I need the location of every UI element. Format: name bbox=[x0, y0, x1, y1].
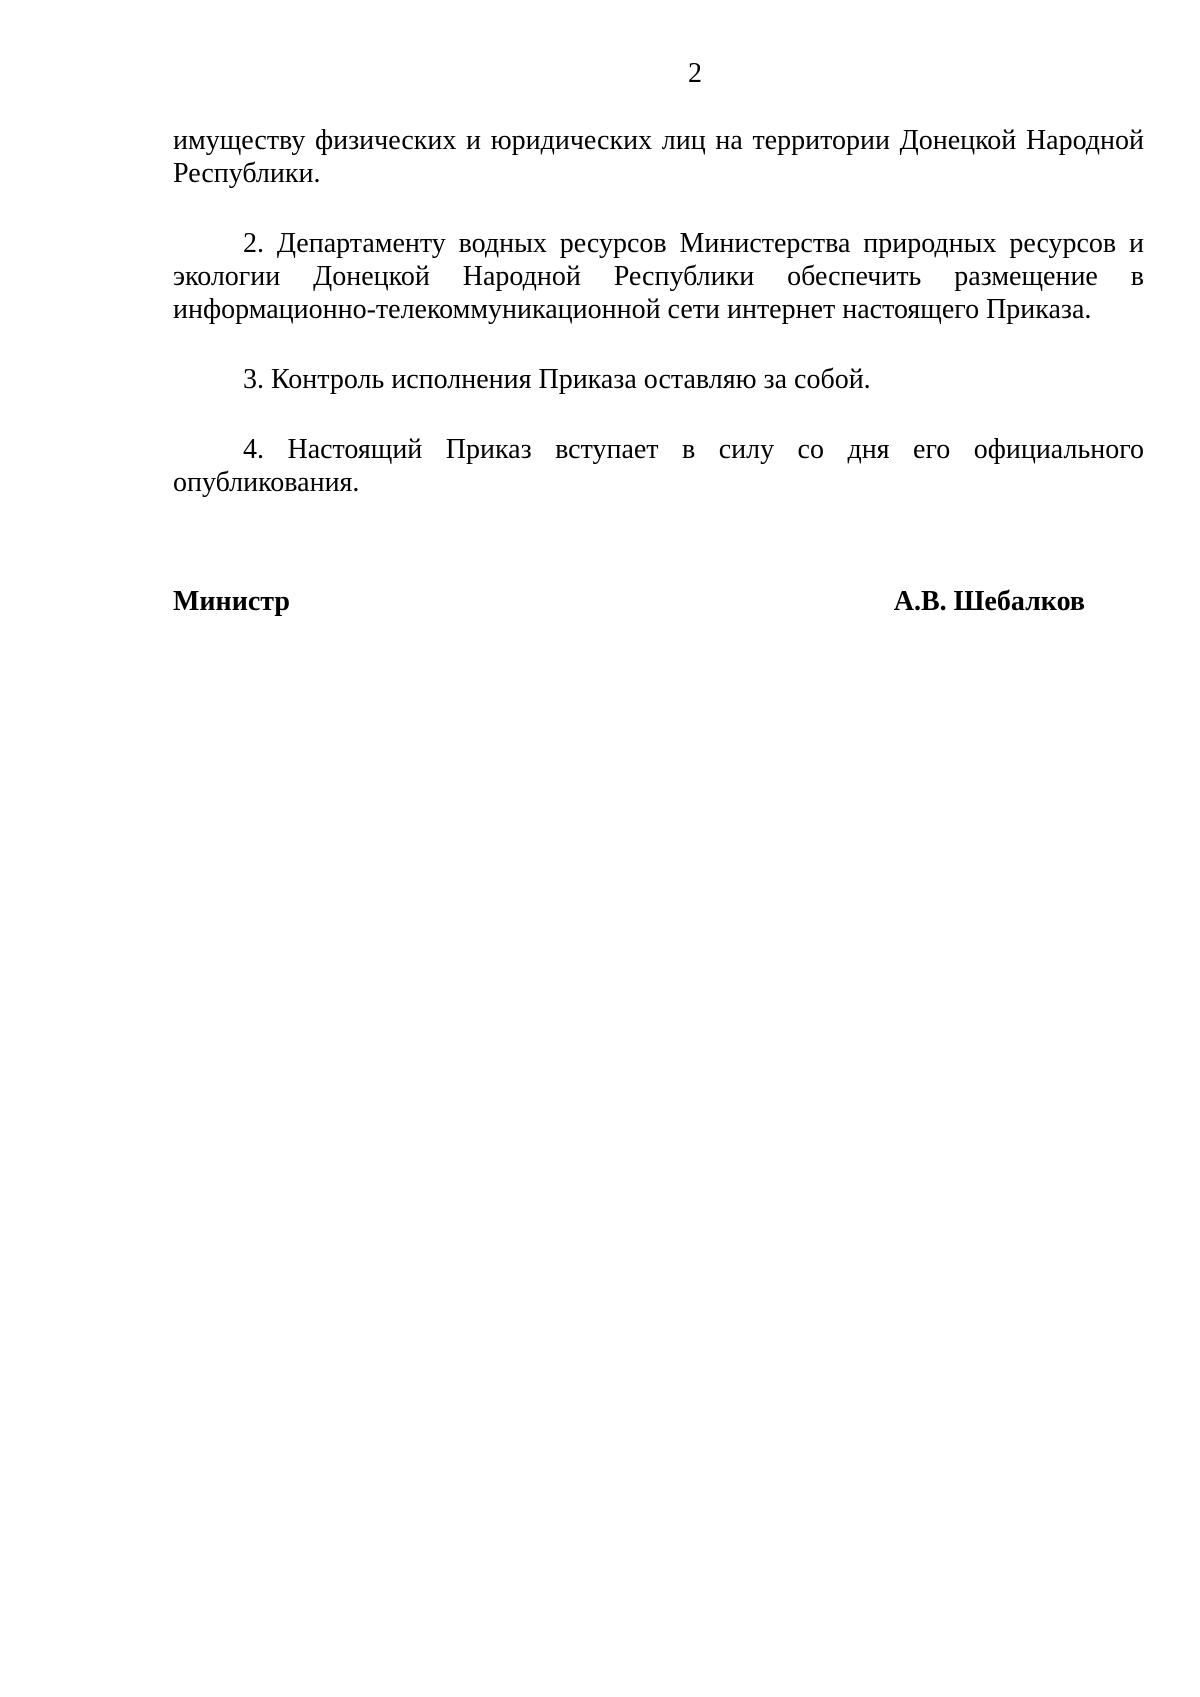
paragraph-gap bbox=[173, 190, 1144, 227]
paragraph-continuation: имуществу физических и юридических лиц на территории Донецкой Народной Республики. bbox=[173, 125, 1144, 189]
paragraph-gap bbox=[173, 326, 1144, 363]
paragraph-item-4: 4. Настоящий Приказ вступает в силу со дня его официального опубликования. bbox=[173, 434, 1144, 498]
paragraph-item-2: 2. Департаменту водных ресурсов Министерства природных ресурсов и экологии Донецкой Народной Республики обеспечить размещение в информационно-телекоммуникационной сети интернет настоящего Приказа. bbox=[173, 228, 1144, 325]
signatory-name: А.В. Шебалков bbox=[893, 586, 1085, 617]
paragraph-gap bbox=[173, 396, 1144, 433]
page-number: 2 bbox=[688, 58, 702, 89]
paragraph-item-3: 3. Контроль исполнения Приказа оставляю за собой. bbox=[243, 364, 871, 395]
signatory-position: Министр bbox=[173, 586, 290, 617]
document-body bbox=[173, 124, 1144, 499]
